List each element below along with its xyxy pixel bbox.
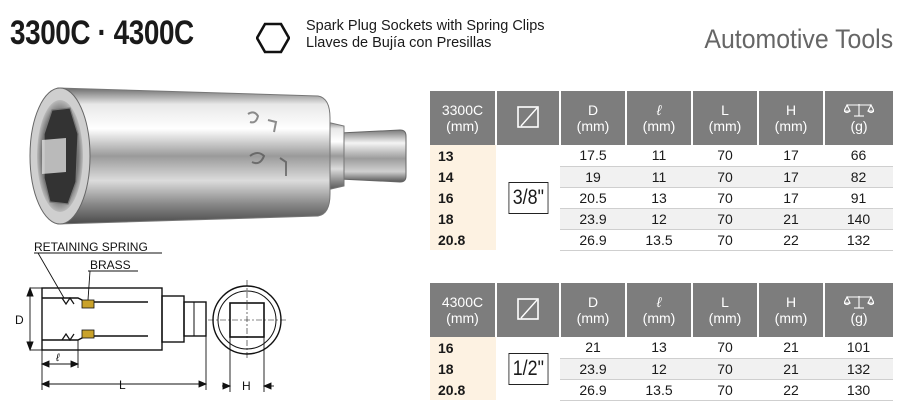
subtitle-spanish: Llaves de Bujía con Presillas <box>306 35 492 51</box>
size-cell: 18 <box>430 208 496 229</box>
page-title: 3300C · 4300C <box>10 14 194 52</box>
model-header: 4300C (mm) <box>430 283 496 337</box>
dim-label-h: H <box>242 379 251 393</box>
spec-table-4300c <box>430 283 893 401</box>
dim-label-d: D <box>15 313 24 327</box>
size-cell: 16 <box>430 337 496 358</box>
table-row: 16 20.5 13 70 17 91 <box>430 187 893 208</box>
col-header-h: H (mm) <box>758 283 824 337</box>
col-header-l: L (mm) <box>692 283 758 337</box>
spec-table-3300c <box>430 91 893 251</box>
size-cell: 16 <box>430 187 496 208</box>
drive-header <box>496 91 560 145</box>
drive-header <box>496 283 560 337</box>
balance-scale-icon <box>844 295 874 309</box>
subtitle <box>306 18 545 52</box>
table-row: 18 23.9 12 70 21 140 <box>430 208 893 229</box>
balance-scale-icon <box>844 103 874 117</box>
col-header-h: H (mm) <box>758 91 824 145</box>
drive-size-cell <box>496 337 560 400</box>
dim-label-ell: ℓ <box>56 352 60 364</box>
col-header-weight: (g) <box>824 283 893 337</box>
size-cell: 20.8 <box>430 229 496 250</box>
square-drive-icon <box>516 297 540 321</box>
drive-size: 3/8" <box>508 182 548 214</box>
table-row: 13 3/8" 17.5 11 70 17 66 <box>430 145 893 166</box>
col-header-d: D (mm) <box>560 91 626 145</box>
size-cell: 13 <box>430 145 496 166</box>
square-drive-icon <box>516 105 540 129</box>
socket-photo <box>18 78 428 228</box>
category-label: Automotive Tools <box>704 24 893 54</box>
label-brass: BRASS <box>90 258 131 272</box>
size-cell: 18 <box>430 358 496 379</box>
model-header: 3300C (mm) <box>430 91 496 145</box>
table-row: 14 19 11 70 17 82 <box>430 166 893 187</box>
brass-insert-top <box>82 300 94 308</box>
col-header-weight: (g) <box>824 91 893 145</box>
table-row: 16 1/2" 21 13 70 21 101 <box>430 337 893 358</box>
hexagon-icon <box>256 21 290 55</box>
col-header-d: D (mm) <box>560 283 626 337</box>
brass-insert-bottom <box>82 330 94 338</box>
dim-label-l: L <box>119 378 126 392</box>
table-row: 20.8 26.9 13.5 70 22 130 <box>430 379 893 400</box>
label-retaining-spring: RETAINING SPRING <box>34 240 148 254</box>
col-header-ell: ℓ (mm) <box>626 91 692 145</box>
drive-size-cell <box>496 145 560 250</box>
col-header-l: L (mm) <box>692 91 758 145</box>
drive-size: 1/2" <box>508 353 548 385</box>
col-header-ell: ℓ (mm) <box>626 283 692 337</box>
dimension-drawing <box>8 232 426 412</box>
size-cell: 14 <box>430 166 496 187</box>
table-row: 18 23.9 12 70 21 132 <box>430 358 893 379</box>
size-cell: 20.8 <box>430 379 496 400</box>
subtitle-english: Spark Plug Sockets with Spring Clips <box>306 18 545 34</box>
table-row: 20.8 26.9 13.5 70 22 132 <box>430 229 893 250</box>
